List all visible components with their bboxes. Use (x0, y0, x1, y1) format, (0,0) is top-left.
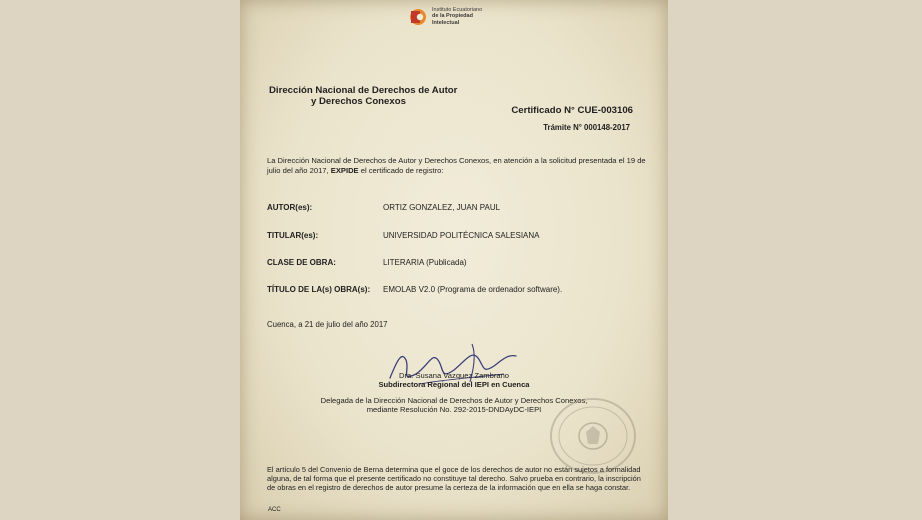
logo-line-3: Intelectual (432, 19, 460, 26)
signer-block (240, 371, 668, 390)
logo-line-1: Instituto Ecuatoriano (432, 7, 483, 13)
iepi-logo-icon (408, 8, 428, 26)
intro-paragraph (267, 156, 647, 175)
initials: ACC (268, 507, 281, 513)
signer-name: Dra. Susana Vazquez Zambrano (398, 371, 510, 380)
signer-role: Subdirectora Regional del IEPI en Cuenca (378, 380, 530, 390)
department-line-1: Dirección Nacional de Derechos de Autor (269, 85, 458, 96)
intro-text-end: el certificado de registro: (358, 165, 444, 175)
intro-expide: EXPIDE (330, 165, 359, 175)
field-label-autor: AUTOR(es): (267, 203, 313, 212)
field-value-clase: LITERARIA (Publicada) (383, 258, 467, 267)
certificate-number: Certificado N° CUE-003106 (511, 105, 633, 116)
field-label-titulo: TÍTULO DE LA(s) OBRA(s): (267, 285, 371, 294)
certificate-document (240, 0, 668, 520)
delegation-line-2: mediante Resolución No. 292-2015-DNDAyDC-IEPI (366, 405, 542, 415)
field-label-titular: TITULAR(es): (267, 231, 319, 240)
tramite-number: Trámite N° 000148-2017 (543, 123, 630, 132)
logo-text (432, 7, 482, 26)
field-value-titular: UNIVERSIDAD POLITÉCNICA SALESIANA (383, 231, 540, 240)
field-label-clase: CLASE DE OBRA: (267, 258, 336, 267)
delegation-line-1: Delegada de la Dirección Nacional de Derechos de Autor y Derechos Conexos, (320, 396, 588, 405)
place-date: Cuenca, a 21 de julio del año 2017 (267, 320, 388, 329)
intro-text-start: La Dirección Nacional de Derechos de Autor y Derechos Conexos, en atención a la solicitud presentada el 19 de julio del año 2017, (267, 156, 646, 175)
iepi-logo (408, 6, 503, 28)
official-seal-stamp (548, 396, 638, 476)
department-title (269, 85, 457, 107)
logo-line-2: de la Propiedad (432, 13, 473, 20)
field-value-autor: ORTIZ GONZALEZ, JUAN PAUL (383, 203, 501, 212)
footer-legal-note: El artículo 5 del Convenio de Berna determina que el goce de los derechos de autor no están sujetos a formalidad alguna, de tal forma que el presente certificado no constituye tal derecho. Salvo prueba en contrario, la inscripción de obras en el registro de derechos de autor presume la certeza de la información que en ella se haga constar. (267, 465, 641, 492)
department-line-2: y Derechos Conexos (311, 96, 406, 107)
field-value-titulo: EMOLAB V2.0 (Programa de ordenador software). (383, 285, 563, 294)
